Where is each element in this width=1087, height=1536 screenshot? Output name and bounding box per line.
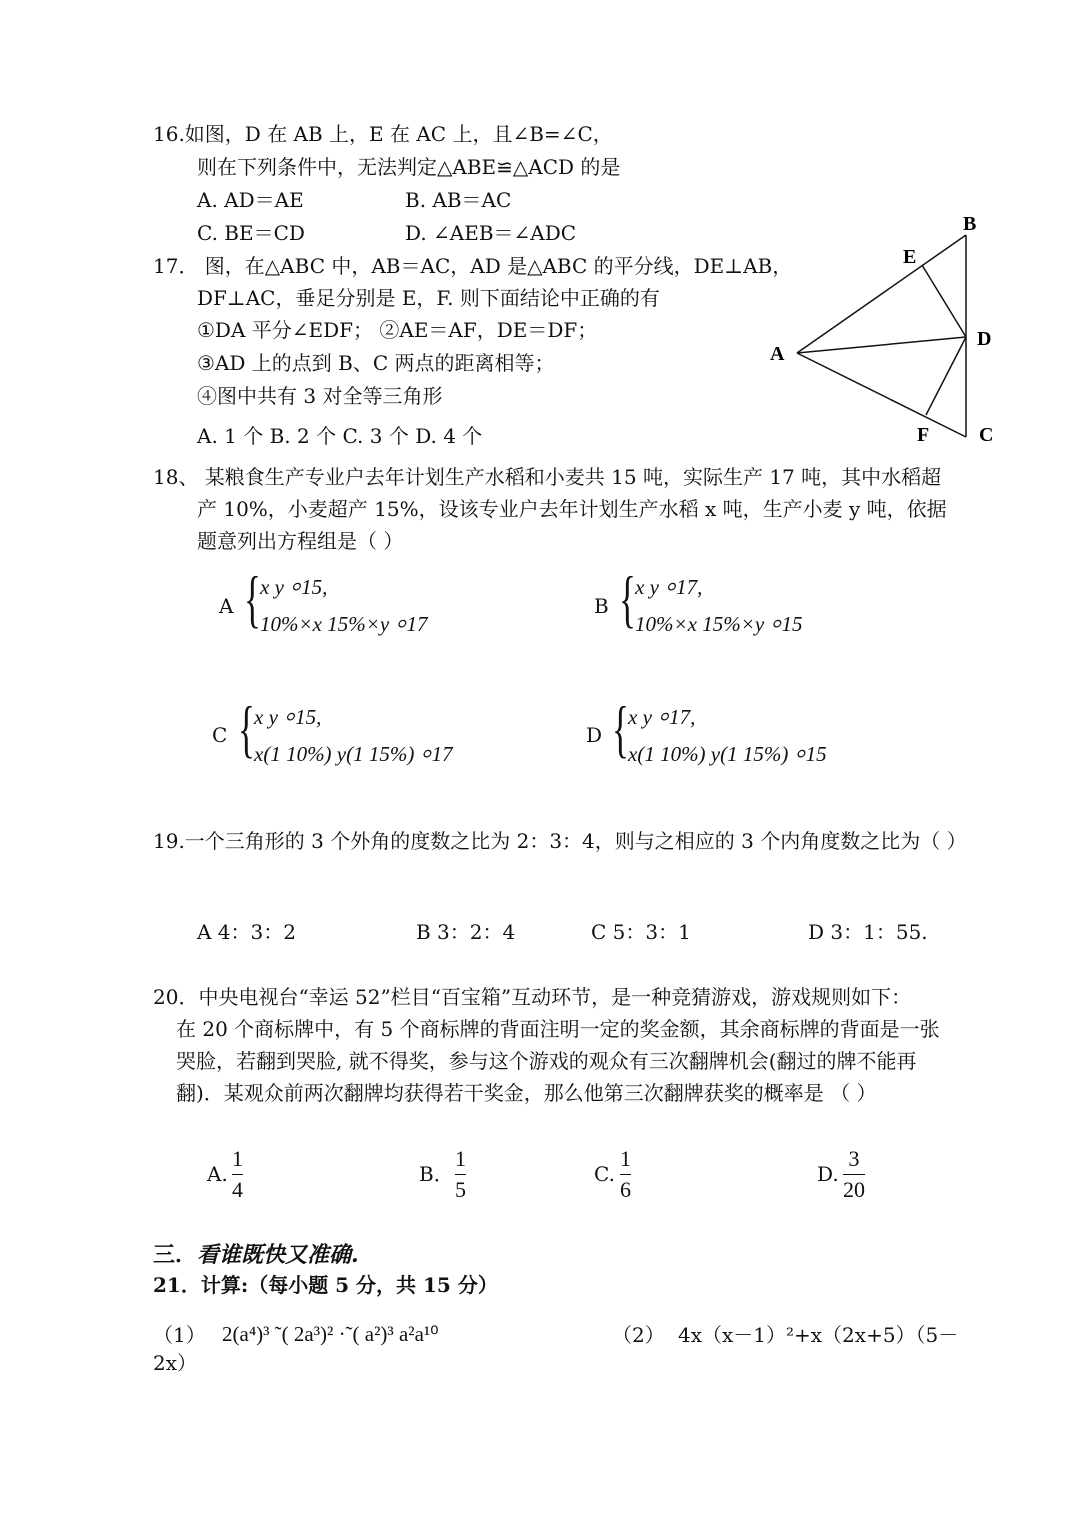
section-number: 三．	[153, 1242, 198, 1268]
numerator: 3	[848, 1146, 860, 1171]
q16-option-d: D. ∠AEB＝∠ADC	[405, 221, 577, 245]
label-b: B	[963, 213, 977, 235]
q21-part2-label: （2）	[612, 1323, 665, 1347]
q17-line5: ④图中共有 3 对全等三角形	[197, 384, 443, 408]
q21-part2-expression: 4x（x－1）²+x（2x+5）（5－	[678, 1323, 959, 1347]
section-heading	[153, 1242, 359, 1268]
q16-option-c: C. BE＝CD	[197, 221, 305, 245]
q20-option-d-fraction	[843, 1146, 865, 1203]
q18-line2: 产 10%，小麦超产 15%，设该专业户去年计划生产水稻 x 吨，生产小麦 y 吨，依据	[197, 497, 947, 521]
q20-line1: 20．中央电视台“幸运 52”栏目“百宝箱”互动环节，是一种竞猜游戏，游戏规则如下：	[153, 985, 912, 1009]
segment-fd	[926, 337, 966, 415]
q20-option-c-fraction	[620, 1146, 631, 1203]
q17-line2: DF⊥AC，垂足分别是 E，F. 则下面结论中正确的有	[197, 286, 660, 310]
denominator: 6	[620, 1177, 631, 1202]
q17-line1: 17． 图，在△ABC 中，AB＝AC，AD 是△ABC 的平分线，DE⊥AB，	[153, 254, 793, 278]
label-d: D	[977, 328, 992, 350]
q19-option-b: B 3：2：4	[416, 920, 516, 944]
q18-option-c-label: C	[212, 723, 228, 747]
denominator: 4	[232, 1177, 243, 1202]
q19-option-a: A 4：3：2	[197, 920, 296, 944]
q19-option-d: D 3：1：55.	[808, 920, 928, 944]
q16-option-a: A. AD＝AE	[197, 188, 304, 212]
q16-line2: 则在下列条件中，无法判定△ABE≌△ACD 的是	[197, 155, 621, 179]
fraction-bar	[620, 1174, 631, 1175]
label-c: C	[979, 424, 994, 446]
q20-option-d-label: D.	[817, 1162, 839, 1186]
q18-a-eq1: x y ⸰15,	[260, 575, 328, 599]
fraction-bar	[455, 1174, 466, 1175]
q20-line2: 在 20 个商标牌中，有 5 个商标牌的背面注明一定的奖金额，其余商标牌的背面是一张	[176, 1017, 940, 1041]
q18-b-eq1: x y ⸰17,	[635, 575, 703, 599]
q18-line1: 18、 某粮食生产专业户去年计划生产水稻和小麦共 15 吨，实际生产 17 吨，其中水稻超	[153, 465, 942, 489]
segment-ad	[797, 337, 966, 353]
numerator: 1	[620, 1146, 631, 1171]
q19-option-c: C 5：3：1	[591, 920, 691, 944]
q18-c-eq1: x y ⸰15,	[254, 705, 322, 729]
q18-option-d-label: D	[586, 723, 603, 747]
label-f: F	[917, 424, 930, 446]
brace-b: {	[619, 563, 636, 634]
fraction-bar	[843, 1174, 865, 1175]
q20-option-a-label: A.	[207, 1162, 228, 1186]
q20-option-c-label: C.	[594, 1162, 615, 1186]
section-title: 看谁既快又准确.	[197, 1242, 359, 1268]
q20-line3: 哭脸，若翻到哭脸, 就不得奖，参与这个游戏的观众有三次翻牌机会(翻过的牌不能再	[176, 1049, 917, 1073]
triangle-figure	[760, 205, 1050, 455]
q18-d-eq2: x(1 10%) y(1 15%) ⸰15	[628, 742, 827, 766]
numerator: 1	[232, 1146, 243, 1171]
q20-option-b-fraction	[455, 1146, 466, 1203]
q21-part1-label: （1）	[153, 1323, 206, 1347]
q18-b-eq2: 10%×x 15%×y ⸰15	[635, 612, 803, 636]
q18-a-eq2: 10%×x 15%×y ⸰17	[260, 612, 428, 636]
q21-title: 21．计算:（每小题 5 分，共 15 分）	[153, 1273, 498, 1297]
denominator: 20	[843, 1177, 865, 1202]
label-a: A	[770, 343, 785, 365]
brace-d: {	[612, 693, 629, 764]
segment-ed	[922, 265, 966, 337]
q16-option-b: B. AB＝AC	[405, 188, 512, 212]
label-e: E	[903, 246, 917, 268]
q19-line1: 19.一个三角形的 3 个外角的度数之比为 2：3：4，则与之相应的 3 个内角度数之比为（ ）	[153, 829, 967, 853]
q18-d-eq1: x y ⸰17,	[628, 705, 696, 729]
q16-line1: 16.如图，D 在 AB 上，E 在 AC 上，且∠B=∠C，	[153, 122, 613, 146]
q18-line3: 题意列出方程组是（ ）	[197, 529, 404, 553]
q21-part1-expression: 2(a⁴)³ ˜( 2a³)² ·˜( a²)³ a²a¹⁰	[222, 1322, 439, 1346]
q20-option-a-fraction	[232, 1146, 243, 1203]
segment-ab	[797, 235, 966, 353]
q18-c-eq2: x(1 10%) y(1 15%) ⸰17	[254, 742, 453, 766]
q17-line4: ③AD 上的点到 B、C 两点的距离相等；	[197, 351, 555, 375]
denominator: 5	[455, 1177, 466, 1202]
q17-options: A. 1 个 B. 2 个 C. 3 个 D. 4 个	[197, 424, 483, 448]
q20-line4: 翻)．某观众前两次翻牌均获得若干奖金，那么他第三次翻牌获奖的概率是 （ ）	[176, 1081, 877, 1105]
q18-option-a-label: A	[219, 594, 234, 618]
q18-option-b-label: B	[594, 594, 609, 618]
q21-part2-continuation: 2x）	[153, 1351, 198, 1375]
segment-ac	[797, 353, 966, 437]
fraction-bar	[232, 1174, 243, 1175]
brace-c: {	[238, 693, 255, 764]
q17-line3: ①DA 平分∠EDF； ②AE＝AF，DE＝DF；	[197, 318, 598, 342]
numerator: 1	[455, 1146, 466, 1171]
q20-option-b-label: B．	[419, 1162, 454, 1186]
brace-a: {	[244, 563, 261, 634]
